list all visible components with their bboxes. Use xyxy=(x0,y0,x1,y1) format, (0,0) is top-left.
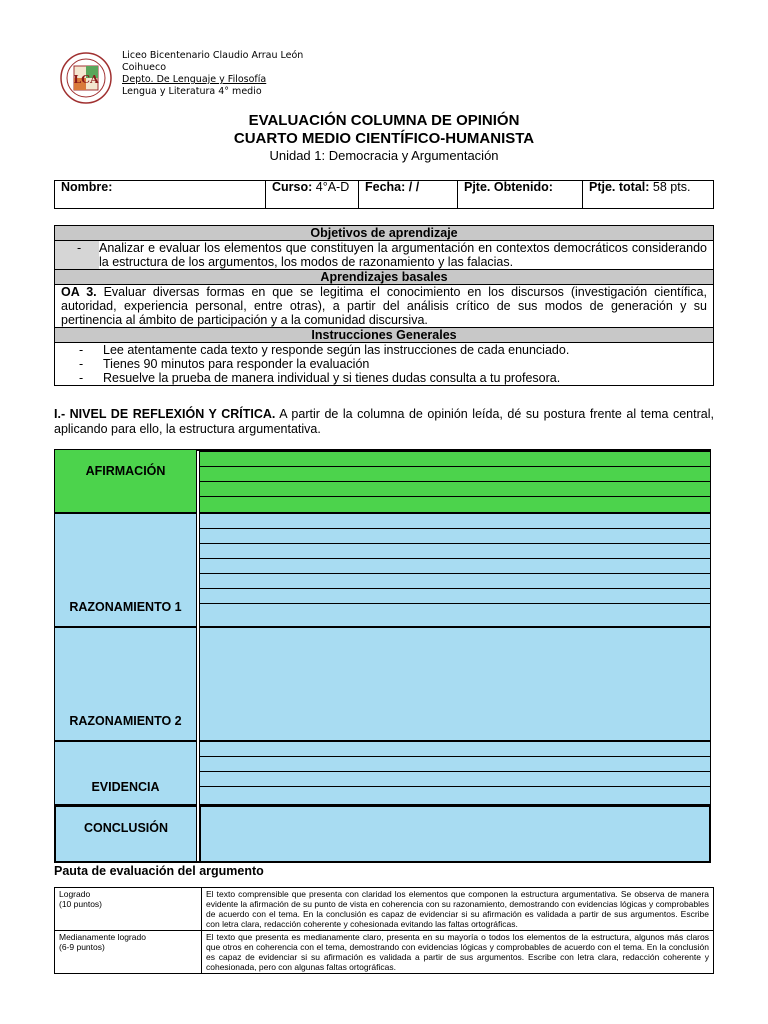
student-info-table xyxy=(54,180,714,209)
argument-grid xyxy=(54,449,711,863)
document-titles xyxy=(0,112,768,164)
school-city: Coihueco xyxy=(122,62,167,73)
department: Depto. De Lenguaje y Filosofía xyxy=(122,74,267,85)
subject: Lengua y Literatura 4° medio xyxy=(122,86,262,97)
razonamiento-2-lines[interactable] xyxy=(199,627,711,741)
rubric-table xyxy=(54,887,714,974)
label-razonamiento-1: RAZONAMIENTO 1 xyxy=(54,513,197,627)
pjte-obtenido-cell[interactable]: Pjte. Obtenido: xyxy=(458,181,583,209)
svg-text:LCA: LCA xyxy=(73,73,99,86)
school-name: Liceo Bicentenario Claudio Arrau León xyxy=(122,50,304,61)
objectives-table xyxy=(54,225,714,386)
objective-text: Analizar e evaluar los elementos que constituyen la argumentación en contextos democráticos considerando la estructura de los argumentos, los modos de razonamiento y las falacias. xyxy=(99,241,707,269)
oa-text: OA 3. Evaluar diversas formas en que se legitima el conocimiento en los discursos (investigación científica, autoridad, experiencia personal, entre otras), a partir del análisis crítico de sus modos de generación y su pertinencia al ámbito de participación y a la comunidad discursiva. xyxy=(61,285,707,327)
nombre-cell[interactable]: Nombre: xyxy=(55,181,266,209)
curso-cell: Curso: 4°A-D xyxy=(266,181,359,209)
label-conclusion: CONCLUSIÓN xyxy=(54,805,197,863)
label-razonamiento-2: RAZONAMIENTO 2 xyxy=(54,627,197,741)
list-item: - Tienes 90 minutos para responder la evaluación xyxy=(79,357,370,371)
school-logo xyxy=(60,52,112,104)
ptje-total-cell: Ptje. total: 58 pts. xyxy=(583,181,714,209)
instructions-list xyxy=(55,343,713,385)
objective-bullet: - xyxy=(55,241,99,269)
afirmacion-lines[interactable] xyxy=(199,449,711,513)
objectives-header: Objetivos de aprendizaje xyxy=(55,226,713,241)
razonamiento-1-lines[interactable] xyxy=(199,513,711,627)
title-line-3: Unidad 1: Democracia y Argumentación xyxy=(269,148,499,163)
list-item: - Lee atentamente cada texto y responde según las instrucciones de cada enunciado. xyxy=(79,343,570,357)
conclusion-lines[interactable] xyxy=(199,805,711,863)
basales-header: Aprendizajes basales xyxy=(55,269,713,285)
fecha-cell[interactable]: Fecha: / / xyxy=(359,181,458,209)
evidencia-lines[interactable] xyxy=(199,741,711,805)
table-row: Medianamente logrado (6-9 puntos) El texto que presenta es medianamente claro, presenta en su mayoría o todos los elementos de la estructura, algunos más claros que otros en coherencia con el tema, demostrando con evidencias lógicas y comprobables de acuerdo con el tema. En la conclusión es capaz de evidenciar si su afirmación es validada a partir de sus argumentos. Escribe con letra clara, redacción coherente y cohesionada, pero con algunas faltas ortográficas. xyxy=(55,931,714,974)
section-1-instructions: I.- NIVEL DE REFLEXIÓN Y CRÍTICA. A partir de la columna de opinión leída, dé su postura frente al tema central, aplicando para ello, la estructura argumentativa. xyxy=(54,407,714,436)
instructions-header: Instrucciones Generales xyxy=(55,327,713,343)
label-evidencia: EVIDENCIA xyxy=(54,741,197,805)
pauta-title: Pauta de evaluación del argumento xyxy=(54,864,264,878)
label-afirmacion: AFIRMACIÓN xyxy=(54,449,197,513)
title-line-1: EVALUACIÓN COLUMNA DE OPINIÓN xyxy=(248,112,520,129)
title-line-2: CUARTO MEDIO CIENTÍFICO-HUMANISTA xyxy=(233,130,535,147)
list-item: - Resuelve la prueba de manera individual y si tienes dudas consulta a tu profesora. xyxy=(79,371,561,385)
school-info xyxy=(122,50,303,98)
table-row: Logrado (10 puntos) El texto comprensible que presenta con claridad los elementos que componen la estructura argumentativa. Se observa de manera evidente la afirmación de su punto de vista en coherencia con su razonamiento, demostrando con evidencias lógicas y comprobables de acuerdo con el tema. En la conclusión es capaz de evidenciar si su afirmación es validada a partir de sus argumentos. Escribe con letra clara, redacción coherente y cohesionada evitando las faltas ortográficas. xyxy=(55,888,714,931)
